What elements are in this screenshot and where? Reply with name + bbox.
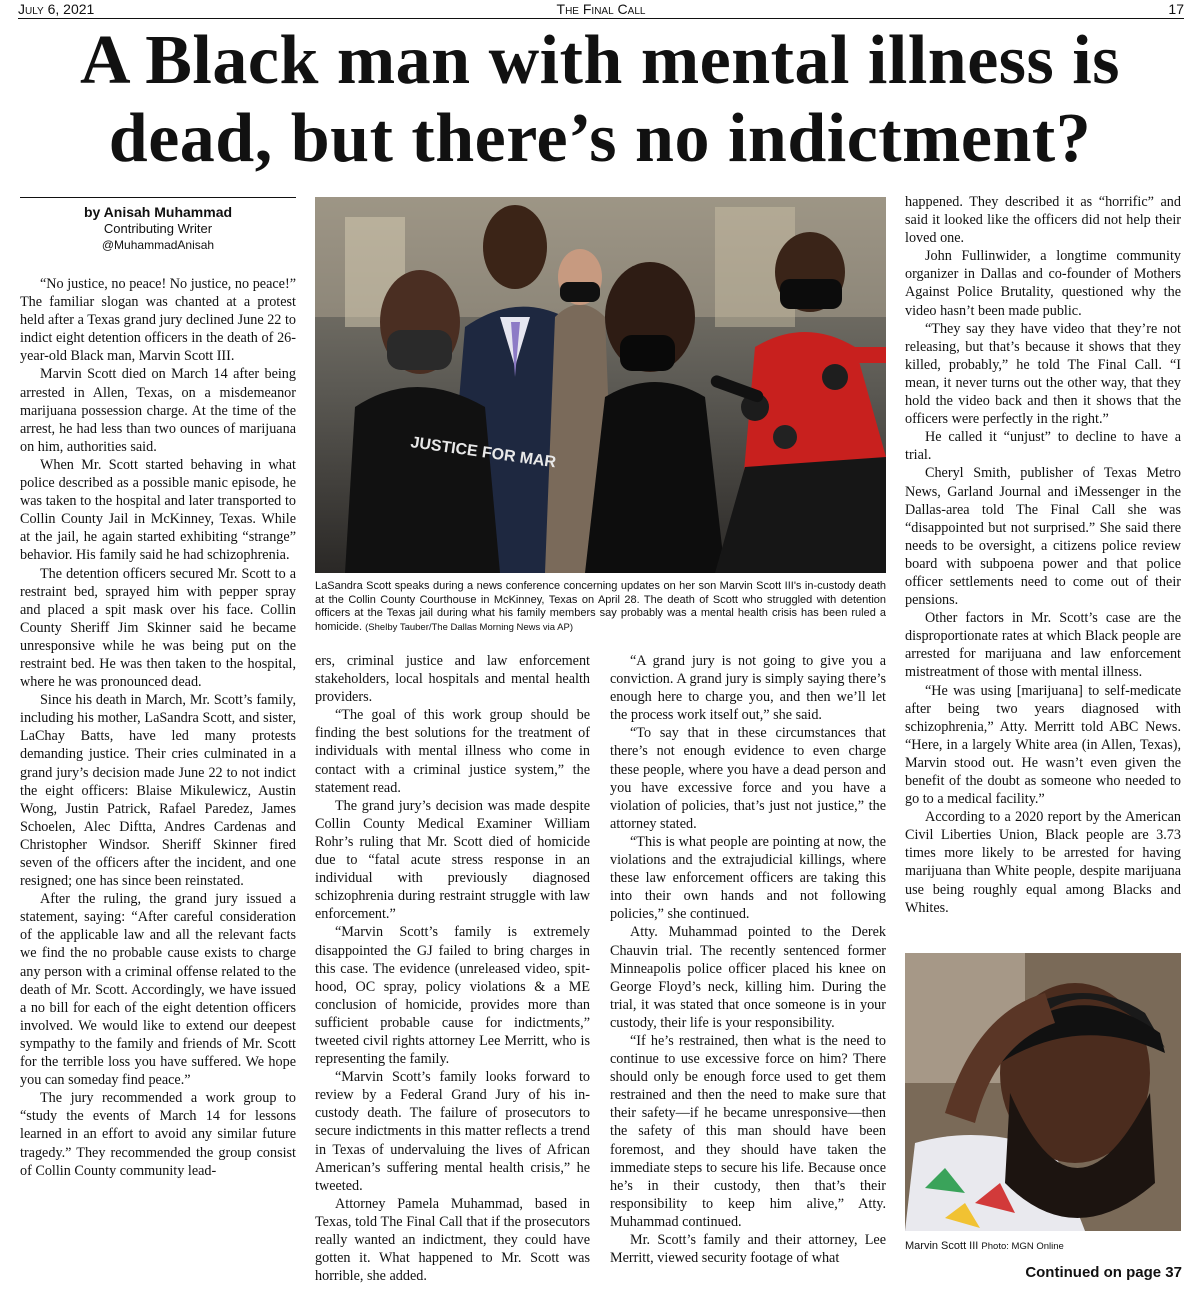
photo-credit: (Shelby Tauber/The Dallas Morning News via AP): [365, 621, 574, 633]
paragraph: “Marvin Scott’s family is extremely disappointed the GJ failed to bring charges in this case. The evidence (unreleased video, spit-hood, OC spray, policy violations & a ME conclusion of homicide, provides more than sufficient probable cause for indictments,” tweeted civil rights attorney Lee Merritt, who is representing the family.: [315, 924, 590, 1068]
portrait-caption-text: Marvin Scott III: [905, 1240, 979, 1252]
paragraph: “This is what people are pointing at now, the violations and the extrajudicial killings, where these law enforcement officers are taking this into their own hands and not following policies,” she continued.: [610, 833, 886, 923]
article-column-4: [905, 193, 1181, 917]
paragraph: Cheryl Smith, publisher of Texas Metro News, Garland Journal and iMessenger in the Dallas-area told The Final Call she was “disappointed but not surprised.” She said there needs to be oversight, a citizens police review board with subpoena power and that police officer settlements need to come out of their pensions.: [905, 465, 1181, 609]
paragraph: The detention officers secured Mr. Scott to a restraint bed, sprayed him with pepper spray and placed a spit mask over his face. Collin County Sheriff Jim Skinner said he became unresponsive while he was being put on the restraint bed. He was then taken to the hospital, where he was pronounced dead.: [20, 565, 296, 691]
paragraph: Since his death in March, Mr. Scott’s family, including his mother, LaSandra Scott, and sister, LaChay Batts, have led many protests demanding justice. Their cries culminated in a grand jury’s decision made June 22 to not indict the eight officers: Blaise Mikulewicz, Austin Wong, Justin Patrick, Rafael Paredez, James Schoelen, Alec Diftta, Andres Cardenas and Christopher Windsor. Sheriff Skinner fired seven of the officers after the incident, and one resigned; one has since been reinstated.: [20, 692, 296, 890]
portrait-photo: [905, 953, 1181, 1231]
paragraph: John Fullinwider, a longtime community organizer in Dallas and co-founder of Mothers Against Police Brutality, questioned why the video hasn’t been made public.: [905, 248, 1181, 319]
paragraph: “No justice, no peace! No justice, no peace!” The familiar slogan was chanted at a protest held after a Texas grand jury declined June 22 to indict eight detention officers in the death of 26-year-old Black man, Marvin Scott III.: [20, 276, 296, 365]
paragraph: ers, criminal justice and law enforcement stakeholders, local hospitals and mental health providers.: [315, 653, 590, 706]
paragraph: Mr. Scott’s family and their attorney, Lee Merritt, viewed security footage of what: [610, 1232, 886, 1267]
byline: [20, 197, 296, 253]
author-role: Contributing Writer: [103, 221, 213, 236]
paragraph: “If he’s restrained, then what is the need to continue to use excessive force on him? There should only be enough force used to get them restrained and then the need to make sure that their safety—if he became unresponsive—then the safety of this man should have been foremost, and they should have taken the immediate steps to secure his life. Because once he’s in their custody, then that’s their responsibility to keep him alive,” Atty. Muhammad continued.: [610, 1032, 886, 1230]
issue-date: July 6, 2021: [18, 1, 95, 17]
paragraph: Attorney Pamela Muhammad, based in Texas, told The Final Call that if the prosecutors really wanted an indictment, they could have gotten it. What happened to Mr. Scott was horrible, she added.: [315, 1195, 590, 1285]
photo-caption-text: LaSandra Scott speaks during a news conference concerning updates on her son Marvin Scott III's in-custody death at the Collin County Courthouse in McKinney, Texas on April 28. The death of Scott who struggled with detention officers at the Texas jail during what his family members say probably was a mental health crisis has been ruled a homicide.: [315, 580, 886, 633]
paragraph: “A grand jury is not going to give you a conviction. A grand jury is simply saying there’s enough here to charge you, and then we’ll let the process work itself out,” she said.: [610, 653, 886, 724]
paragraph: happened. They described it as “horrific” and said it looked like the officers did not help their loved one.: [905, 194, 1181, 247]
author-name: by Anisah Muhammad: [83, 204, 233, 220]
paragraph: According to a 2020 report by the American Civil Liberties Union, Black people are 3.73 times more likely to be arrested for having marijuana than White people, despite marijuana use being roughly equal among Blacks and Whites.: [905, 809, 1181, 916]
page-number: 17: [1168, 1, 1184, 17]
shirt-text: JUSTICE FOR MAR: [409, 434, 558, 472]
paragraph: Atty. Muhammad pointed to the Derek Chauvin trial. The recently sentenced former Minneapolis police officer placed his knee on George Floyd’s neck, killing him. During the trial, it was stated that once someone is in your custody, their life is your responsibility.: [610, 924, 886, 1031]
paragraph: “He was using [marijuana] to self-medicate after being two years diagnosed with schizophrenia,” Atty. Merritt told ABC News. “Here, in a largely White area (in Allen, Texas), Marvin stood out. He wasn’t even given the benefit of the doubt as someone who needed to go to a medical facility.”: [905, 682, 1181, 808]
paragraph: “To say that in these circumstances that there’s not enough evidence to even charge these people, where you have a dead person and you have excessive force and you have a violation of policies, that’s just not justice,” the attorney stated.: [610, 725, 886, 832]
paragraph: “The goal of this work group should be finding the best solutions for the treatment of individuals with mental illness who come in contact with a criminal justice system,” the statement read.: [315, 707, 590, 796]
paragraph: The grand jury’s decision was made despite Collin County Medical Examiner William Rohr’s ruling that Mr. Scott died of homicide due to “fatal acute stress response in an individual with previously diagnosed schizophrenia during restraint struggle with law enforcement.”: [315, 797, 590, 923]
author-handle: @MuhammadAnisah: [101, 238, 215, 252]
headline: A Black man with mental illness is dead, but there’s no indictment?: [80, 22, 1120, 177]
portrait-caption: [905, 1240, 1181, 1254]
paragraph: Other factors in Mr. Scott’s case are the disproportionate rates at which Black people are arrested for marijuana and law enforcement mistreatment of those with mental illness.: [905, 610, 1181, 681]
paragraph: Marvin Scott died on March 14 after being arrested in Allen, Texas, on a misdemeanor marijuana possession charge. At the time of the arrest, he had less than two ounces of marijuana on him, authorities said.: [20, 366, 296, 455]
page-header: [18, 0, 1184, 19]
paragraph: “They say they have video that they’re not releasing, but that’s because it shows that they killed, probably,” he told The Final Call. “I mean, it never turns out the other way, that they hold the video back and then it shows that the officers were perfectly in the right.”: [905, 320, 1181, 428]
paragraph: After the ruling, the grand jury issued a statement, saying: “After careful consideration of the applicable law and all the relevant facts we find the no probable cause exists to charge any person with a criminal offense related to the death of Mr. Scott. Accordingly, we have issued a no bill for each of the eight detention officers involved. We would like to extend our deepest sympathy to the family and friends of Mr. Scott for the terrible loss you have suffered. We hope you can someday find peace.”: [20, 891, 296, 1089]
portrait-credit: Photo: MGN Online: [981, 1241, 1064, 1252]
article-column-2: [315, 652, 590, 1285]
paper-name: The Final Call: [556, 1, 646, 17]
photo-caption: [315, 580, 886, 634]
continued-notice: Continued on page 37: [1025, 1264, 1182, 1281]
paragraph: The jury recommended a work group to “study the events of March 14 for lessons learned in an effort to avoid any similar future tragedy.” They recommended the group consist of Collin County community lead-: [20, 1090, 296, 1179]
article-column-1: [20, 275, 296, 1180]
paragraph: When Mr. Scott started behaving in what police described as a possible manic episode, he was taken to the hospital and later transported to Collin County Jail in McKinney, Texas. While at the jail, he again started exhibiting “strange” behavior. His family said he had schizophrenia.: [20, 456, 296, 564]
paragraph: He called it “unjust” to decline to have a trial.: [905, 429, 1181, 464]
paragraph: “Marvin Scott’s family looks forward to review by a Federal Grand Jury of his in-custody death. The failure of prosecutors to secure indictments in this matter reflects a trend in Texas of undervaluing the lives of African American’s suffering mental health crisis,” he tweeted.: [315, 1069, 590, 1194]
press-conference-photo: [315, 197, 886, 573]
article-column-3: [610, 652, 886, 1267]
